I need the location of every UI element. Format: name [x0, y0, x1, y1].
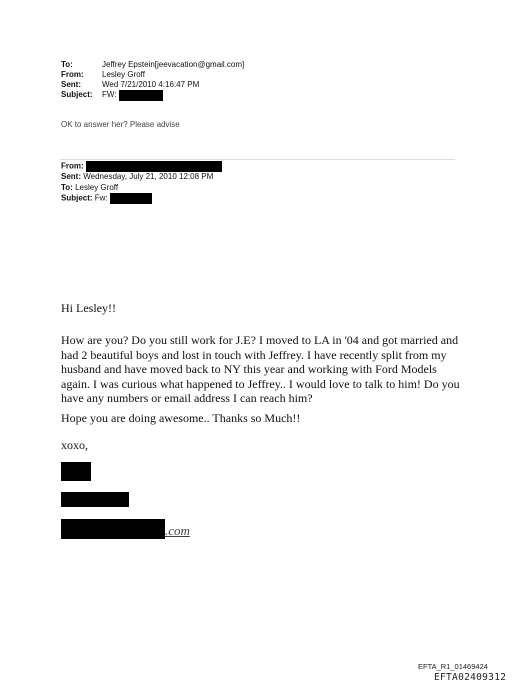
fwd-to-value: Lesley Groff [75, 182, 119, 192]
bates-ref-2: EFTA02409312 [434, 672, 507, 683]
forwarded-header [61, 161, 222, 204]
fwd-sent-value: Wednesday, July 21, 2010 12:08 PM [83, 172, 214, 182]
to-label: To: [61, 60, 73, 69]
fwd-subject-value: Fw: [94, 193, 108, 203]
subject-value: FW: [102, 90, 117, 99]
divider [60, 159, 455, 160]
fwd-subject-label: Subject: [61, 193, 93, 203]
redaction-block [61, 519, 165, 539]
bates-ref-1: EFTA_R1_01469424 [418, 662, 488, 671]
forward-note: OK to answer her? Please advise [61, 120, 180, 129]
redaction-block [110, 193, 152, 204]
redaction-block [86, 161, 222, 172]
fwd-to-label: To: [61, 182, 73, 192]
redaction-block [61, 462, 91, 481]
fwd-sent-label: Sent: [61, 172, 81, 182]
email-header [61, 60, 244, 101]
closing-line: Hope you are doing awesome.. Thanks so Much!! [61, 411, 301, 425]
from-value: Lesley Groff [102, 70, 145, 79]
email-address [61, 519, 190, 539]
sent-value: Wed 7/21/2010 4:16:47 PM [102, 80, 200, 89]
redaction-block [61, 492, 129, 507]
fwd-from-label: From: [61, 161, 84, 171]
message-paragraph: How are you? Do you still work for J.E? I moved to LA in '04 and got married and had 2 beautiful boys and lost in touch with Jeffrey. I have recently split from my husband and have moved back to NY this year and working with Ford Models again. I was curious what happened to Jeffrey.. I would love to talk to him! Do you have any numbers or email address I can reach him? [61, 333, 460, 405]
greeting: Hi Lesley!! [61, 301, 116, 315]
sent-label: Sent: [61, 80, 81, 89]
signoff: xoxo, [61, 438, 88, 452]
redaction-block [119, 90, 163, 101]
email-suffix: .com [165, 523, 190, 538]
to-value: Jeffrey Epstein[jeevacation@gmail.com] [102, 60, 245, 69]
subject-label: Subject: [61, 90, 93, 99]
from-label: From: [61, 70, 84, 79]
